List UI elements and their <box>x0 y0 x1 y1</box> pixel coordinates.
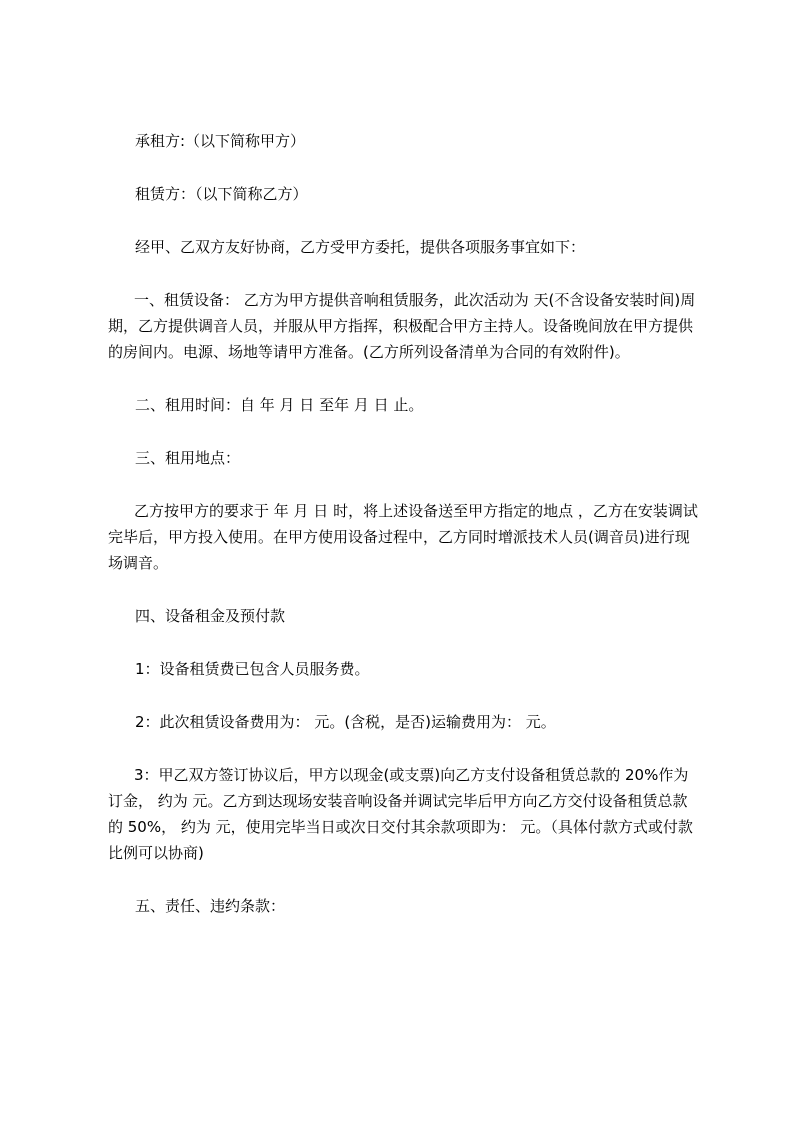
clause-fees-item-2: 2：此次租赁设备费用为： 元。(含税，是否)运输费用为： 元。 <box>135 713 556 731</box>
clause-fees-heading: 四、设备租金及预付款 <box>135 607 286 625</box>
clause-rental-equipment: 一、租赁设备： 乙方为甲方提供音响租赁服务，此次活动为 天(不含设备安装时间)周期，乙方提供调音人员，并服从甲方指挥，积极配合甲方主持人。设备晚间放在甲方提供的房间内。电源、场地等请甲方准备。(乙方所列设备清单为合同的有效附件)。 <box>108 291 696 361</box>
clause-rental-location-heading: 三、租用地点： <box>135 449 241 467</box>
clause-fees-item-3: 3：甲乙双方签订协议后，甲方以现金(或支票)向乙方支付设备租赁总款的 20%作为订金， 约为 元。乙方到达现场安装音响设备并调试完毕后甲方向乙方交付设备租赁总款的 50%， 约为 元，使用完毕当日或次日交付其余款项即为： 元。（具体付款方式或付款比例可以协商) <box>108 766 693 862</box>
clause-liability-heading: 五、责任、违约条款： <box>135 897 286 915</box>
intro-paragraph: 经甲、乙双方友好协商，乙方受甲方委托，提供各项服务事宜如下： <box>135 238 586 256</box>
lessee-line: 承租方:（以下简称甲方） <box>135 132 306 150</box>
clause-rental-location-body: 乙方按甲方的要求于 年 月 日 时，将上述设备送至甲方指定的地点 ，乙方在安装调试完毕后，甲方投入使用。在甲方使用设备过程中，乙方同时增派技术人员(调音员)进行现场调音。 <box>108 502 698 572</box>
clause-fees-item-1: 1：设备租赁费已包含人员服务费。 <box>135 660 370 678</box>
document-body <box>108 128 698 919</box>
clause-rental-period: 二、租用时间：自 年 月 日 至年 月 日 止。 <box>135 396 424 414</box>
lessor-line: 租赁方：（以下简称乙方） <box>135 185 308 203</box>
